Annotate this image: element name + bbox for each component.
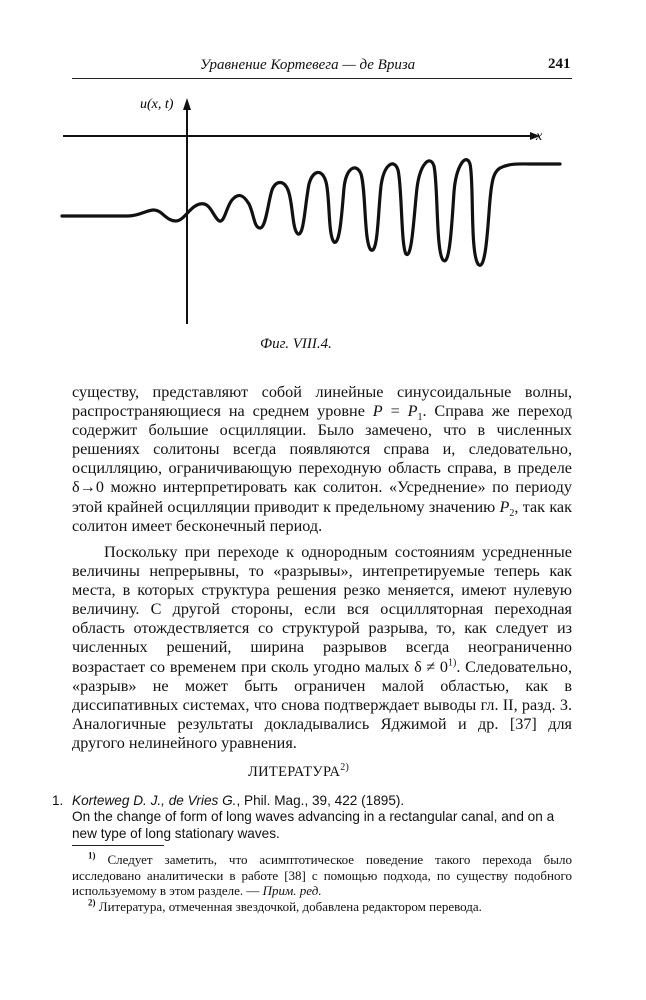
footnote-1-text: Следует заметить, что асимптотическое поведение такого перехода было исследовано аналитически в работе [38] с помощью подхода, по существу подобного используемому в этом разделе. — (72, 852, 572, 899)
paragraph-1-text-a: существу, представляют собой линейные синусоидальные волны, распространяющиеся на среднем уровне (72, 383, 572, 421)
body-paragraph-2 (72, 543, 572, 753)
reference-item: 1. Korteweg D. J., de Vries G., Phil. Mag., 39, 422 (1895). On the change of form of long waves advancing in a rectangular canal, and on a new type of long stationary waves. (52, 793, 555, 841)
paragraph-1-text-c: , так как солитон имеет бесконечный период. (72, 497, 572, 535)
x-axis-label: x (536, 129, 543, 144)
footnote-ref-2[interactable]: 2) (340, 762, 350, 774)
figure-caption: Фиг. VIII.4. (260, 336, 332, 352)
footnote-2-mark: 2) (88, 897, 96, 908)
page-number: 241 (548, 56, 571, 72)
header-rule (72, 78, 572, 79)
references-title: ЛИТЕРАТУРА (248, 764, 341, 780)
variable-P2: P (499, 497, 510, 516)
subscript-1: 1 (417, 412, 423, 424)
y-axis-label: u(x, t) (140, 97, 174, 112)
solution-curve (62, 160, 560, 266)
footnote-rule (72, 845, 164, 846)
y-axis-arrow (183, 98, 191, 110)
paragraph-2-text-b: . Следовательно, «разрыв» не может быть ограничен малой областью, как в диссипативных системах, что снова подтверждает выводы гл. II, разд. 3. Аналогичные результаты докладывались Яджимой и др. [37] для другого нелинейного уравнения. (72, 657, 572, 752)
reference-authors: Korteweg D. J., de Vries G. (72, 793, 237, 808)
footnote-ref-1[interactable]: 1) (448, 657, 457, 669)
figure-viii-4 (0, 84, 646, 334)
footnotes (72, 852, 572, 914)
reference-title: On the change of form of long waves advancing in a rectangular canal, and on a new type of long stationary waves. (72, 809, 555, 841)
subscript-2: 2 (509, 507, 515, 519)
reference-journal: , Phil. Mag., 39, 422 (1895). (236, 793, 405, 808)
body-paragraph-1 (72, 383, 572, 536)
footnote-1-signature: Прим. ред. (262, 883, 322, 899)
variable-P: P (372, 402, 383, 421)
footnote-2-text: Литература, отмеченная звездочкой, добавлена редактором перевода. (95, 898, 482, 914)
running-header-title: Уравнение Кортевега — де Вриза (200, 57, 416, 73)
variable-P1: P (407, 402, 418, 421)
equals-sign: = (382, 402, 408, 421)
references-heading (248, 764, 349, 781)
footnote-2 (72, 899, 572, 915)
paragraph-1-text-b: . Справа же переход содержит большие осцилляции. Было замечено, что в численных решениях солитоны всегда появляются справа и, следовательно, осцилляцию, ограничивающую переходную область справа, в пределе δ→0 можно интерпретировать как солитон. «Усреднение» по периоду этой крайней осцилляции приводит к предельному значению (72, 402, 572, 516)
footnote-1 (72, 852, 572, 899)
footnote-1-mark: 1) (88, 850, 96, 861)
paragraph-2-text-a: Поскольку при переходе к однородным состояниям усредненные величины непрерывны, то «разрывы», интепретируемые теперь как места, в которых структура решения резко меняется, имеют нулевую величину. С другой стороны, если вся осцилляторная переходная область отождествляется со структурой разрыва, то, как следует из численных решений, ширина разрывов всегда неограниченно возрастает со временем при сколь угодно малых δ ≠ 0 (72, 543, 572, 676)
